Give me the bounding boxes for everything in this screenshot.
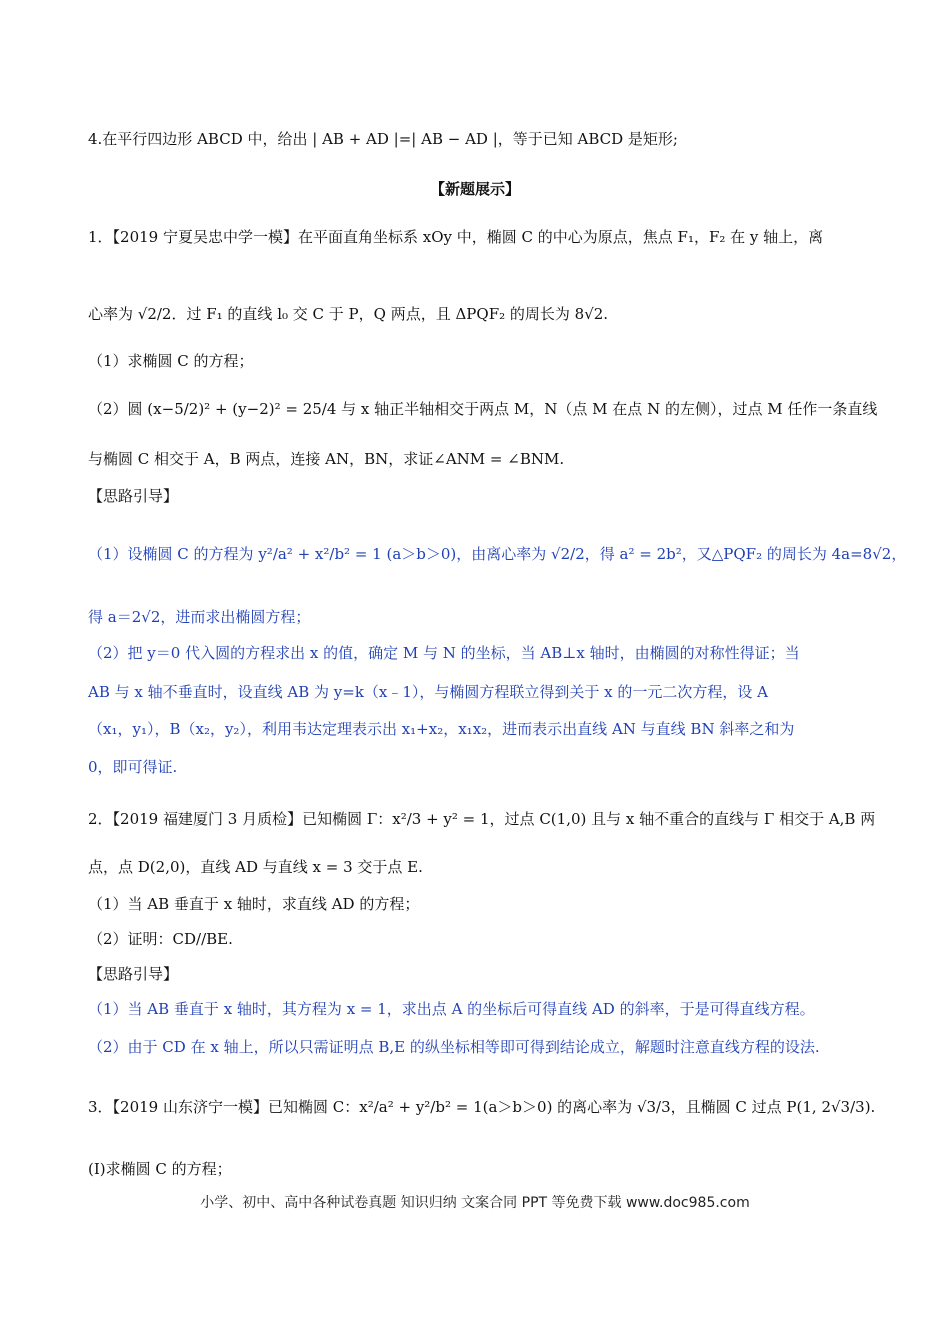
problem-2-line-2: 点，点 D(2,0)，直线 AD 与直线 x = 3 交于点 E. bbox=[88, 858, 423, 876]
problem-1-line-2: 心率为 √2/2．过 F₁ 的直线 l₀ 交 C 于 P，Q 两点，且 ΔPQF₂ 的周长为 8√2. bbox=[88, 305, 609, 323]
problem-2-q2: （2）证明：CD//BE. bbox=[88, 930, 233, 948]
item-4: 4.在平行四边形 ABCD 中，给出 | AB + AD |=| AB − AD |，等于已知 ABCD 是矩形; bbox=[88, 130, 678, 148]
problem-1-q2: （2）圆 (x−5/2)² + (y−2)² = 25/4 与 x 轴正半轴相交于两点 M，N（点 M 在点 N 的左侧），过点 M 任作一条直线 bbox=[88, 400, 878, 418]
hint-1-step-2-line-4: 0，即可得证. bbox=[88, 758, 178, 776]
problem-3-q1: (I)求椭圆 C 的方程； bbox=[88, 1160, 232, 1178]
hint-1-step-2: （2）把 y＝0 代入圆的方程求出 x 的值，确定 M 与 N 的坐标，当 AB⊥x 轴时，由椭圆的对称性得证；当 bbox=[88, 644, 800, 662]
problem-2-q1: （1）当 AB 垂直于 x 轴时，求直线 AD 的方程； bbox=[88, 895, 420, 913]
hint-1-step-2-line-2: AB 与 x 轴不垂直时，设直线 AB 为 y=k（x﹣1），与椭圆方程联立得到关于 x 的一元二次方程，设 A bbox=[88, 683, 769, 701]
page-footer: 小学、初中、高中各种试卷真题 知识归纳 文案合同 PPT 等免费下载 www.doc985.com bbox=[200, 1195, 750, 1211]
problem-1-q2-cont: 与椭圆 C 相交于 A，B 两点，连接 AN，BN，求证∠ANM = ∠BNM. bbox=[88, 450, 565, 468]
problem-1-q1: （1）求椭圆 C 的方程； bbox=[88, 352, 254, 370]
problem-1-line-1: 1．【2019 宁夏吴忠中学一模】在平面直角坐标系 xOy 中，椭圆 C 的中心为原点，焦点 F₁，F₂ 在 y 轴上，离 bbox=[88, 228, 824, 246]
hint-2-step-1: （1）当 AB 垂直于 x 轴时，其方程为 x = 1，求出点 A 的坐标后可得直线 AD 的斜率，于是可得直线方程。 bbox=[88, 1000, 815, 1018]
problem-3-line-1: 3．【2019 山东济宁一模】已知椭圆 C：x²/a² + y²/b² = 1(a＞b＞0) 的离心率为 √3/3，且椭圆 C 过点 P(1, 2√3/3). bbox=[88, 1098, 876, 1116]
hint-title-2: 【思路引导】 bbox=[88, 965, 179, 983]
hint-title-1: 【思路引导】 bbox=[88, 487, 179, 505]
hint-1-step-1-cont: 得 a＝2√2，进而求出椭圆方程； bbox=[88, 608, 311, 626]
problem-2-line-1: 2．【2019 福建厦门 3 月质检】已知椭圆 Γ：x²/3 + y² = 1，过点 C(1,0) 且与 x 轴不重合的直线与 Γ 相交于 A,B 两 bbox=[88, 810, 876, 828]
hint-1-step-2-line-3: （x₁，y₁），B（x₂，y₂），利用韦达定理表示出 x₁+x₂，x₁x₂，进而表示出直线 AN 与直线 BN 斜率之和为 bbox=[88, 720, 795, 738]
section-title: 【新题展示】 bbox=[429, 180, 520, 198]
hint-1-step-1: （1）设椭圆 C 的方程为 y²/a² + x²/b² = 1 (a＞b＞0)，由离心率为 √2/2，得 a² = 2b²，又△PQF₂ 的周长为 4a=8√2， bbox=[88, 545, 907, 563]
hint-2-step-2: （2）由于 CD 在 x 轴上，所以只需证明点 B,E 的纵坐标相等即可得到结论成立，解题时注意直线方程的设法. bbox=[88, 1038, 820, 1056]
